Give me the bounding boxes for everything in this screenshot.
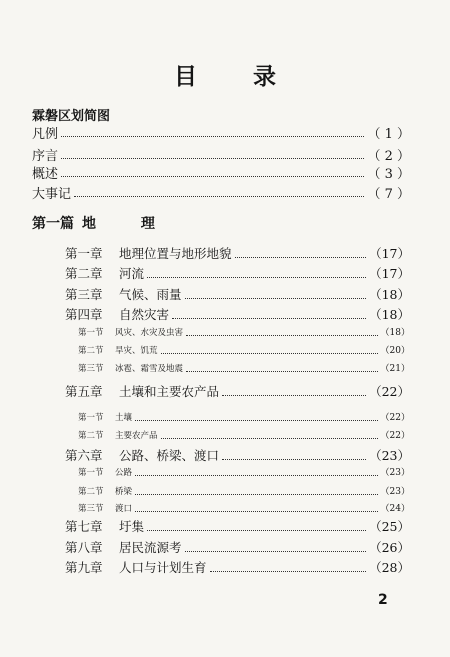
chapter-number: 第一章 — [65, 246, 103, 261]
chapter-number: 第三章 — [65, 287, 103, 302]
chapter-number: 第二章 — [65, 266, 103, 281]
toc-page-ref: （18） — [380, 328, 410, 338]
part-name: 地 理 — [82, 216, 175, 232]
toc-page-ref: （18） — [369, 307, 410, 322]
toc-page-ref: （20） — [380, 346, 410, 356]
chapter-title: 公路、桥梁、渡口 — [119, 448, 220, 463]
toc-label: 凡例 — [32, 127, 59, 142]
chapter-title: 居民流源考 — [119, 540, 182, 555]
part-heading — [32, 213, 175, 233]
toc-page-ref: （22） — [369, 384, 410, 399]
toc-page-ref: （23） — [380, 487, 410, 497]
leader-dots — [74, 196, 364, 197]
toc-chapter[interactable] — [65, 517, 410, 535]
section-number: 第一节 — [78, 467, 104, 478]
toc-front-item[interactable] — [32, 183, 410, 202]
leader-dots — [147, 530, 366, 531]
chapter-number: 第九章 — [65, 560, 103, 575]
chapter-title: 地理位置与地形地貌 — [119, 246, 232, 261]
toc-page-ref: （ 3 ） — [367, 167, 410, 182]
leader-dots — [61, 136, 364, 137]
leader-dots — [186, 371, 378, 372]
toc-chapter[interactable] — [65, 285, 410, 303]
part-number: 第一篇 — [32, 216, 74, 232]
leader-dots — [222, 459, 366, 460]
toc-section[interactable] — [78, 410, 410, 423]
leader-dots — [61, 176, 364, 177]
leader-dots — [185, 551, 367, 552]
toc-page-ref: （24） — [380, 504, 410, 514]
toc-front-item[interactable] — [32, 145, 410, 164]
toc-page-ref: （23） — [369, 448, 410, 463]
leader-dots — [161, 353, 378, 354]
leader-dots — [61, 158, 364, 159]
toc-chapter[interactable] — [65, 538, 410, 556]
toc-chapter[interactable] — [65, 382, 410, 400]
toc-chapter[interactable] — [65, 558, 410, 576]
toc-label: 概述 — [32, 167, 59, 182]
section-title: 桥梁 — [115, 486, 133, 497]
toc-page-ref: （17） — [369, 246, 410, 261]
chapter-number: 第七章 — [65, 519, 103, 534]
section-title: 公路 — [115, 467, 133, 478]
leader-dots — [172, 318, 366, 319]
toc-page-ref: （28） — [369, 560, 410, 575]
section-number: 第三节 — [78, 503, 104, 514]
toc-chapter[interactable] — [65, 305, 410, 323]
leader-dots — [135, 475, 378, 476]
section-title: 旱灾、饥荒 — [115, 345, 158, 356]
toc-page-ref: （17） — [369, 266, 410, 281]
section-title: 风灾、水灾及虫害 — [115, 327, 184, 338]
toc-section[interactable] — [78, 361, 410, 374]
toc-page-ref: （26） — [369, 540, 410, 555]
toc-label: 序言 — [32, 149, 59, 164]
toc-page-ref: （18） — [369, 287, 410, 302]
toc-front-item[interactable] — [32, 163, 410, 182]
section-number: 第二节 — [78, 430, 104, 441]
section-number: 第二节 — [78, 486, 104, 497]
chapter-title: 人口与计划生育 — [119, 560, 207, 575]
chapter-number: 第八章 — [65, 540, 103, 555]
leader-dots — [161, 438, 378, 439]
leader-dots — [135, 494, 378, 495]
leader-dots — [210, 571, 367, 572]
section-title: 主要农产品 — [115, 430, 158, 441]
toc-section[interactable] — [78, 325, 410, 338]
toc-chapter[interactable] — [65, 264, 410, 282]
toc-page-ref: （22） — [380, 431, 410, 441]
chapter-number: 第五章 — [65, 384, 103, 399]
leader-dots — [186, 335, 378, 336]
toc-section[interactable] — [78, 428, 410, 441]
leader-dots — [147, 277, 366, 278]
leader-dots — [135, 420, 378, 421]
toc-front-item[interactable] — [32, 123, 410, 142]
leader-dots — [135, 511, 378, 512]
toc-section[interactable] — [78, 343, 410, 356]
leader-dots — [185, 298, 367, 299]
toc-chapter[interactable] — [65, 446, 410, 464]
toc-section[interactable] — [78, 484, 410, 497]
toc-page-ref: （23） — [380, 468, 410, 478]
toc-page-ref: （ 1 ） — [367, 127, 410, 142]
leader-dots — [222, 395, 366, 396]
chapter-title: 河流 — [119, 266, 145, 281]
chapter-title: 圩集 — [119, 519, 145, 534]
section-title: 土壤 — [115, 412, 133, 423]
toc-page-ref: （ 7 ） — [367, 187, 410, 202]
map-title: 霖磐区划简图 — [32, 109, 111, 124]
toc-page-ref: （25） — [369, 519, 410, 534]
section-number: 第一节 — [78, 327, 104, 338]
section-title: 渡口 — [115, 503, 133, 514]
toc-page-ref: （22） — [380, 413, 410, 423]
toc-chapter[interactable] — [65, 244, 410, 262]
page-title: 目 录 — [173, 64, 300, 90]
toc-section[interactable] — [78, 465, 410, 478]
toc-label: 大事记 — [32, 187, 72, 202]
chapter-title: 气候、雨量 — [119, 287, 182, 302]
chapter-title: 自然灾害 — [119, 307, 170, 322]
toc-page-ref: （ 2 ） — [367, 149, 410, 164]
toc-section[interactable] — [78, 501, 410, 514]
section-number: 第二节 — [78, 345, 104, 356]
section-title: 冰雹、霜雪及地震 — [115, 363, 184, 374]
page-number: 2 — [378, 592, 388, 608]
chapter-title: 土壤和主要农产品 — [119, 384, 220, 399]
toc-page-ref: （21） — [380, 364, 410, 374]
chapter-number: 第四章 — [65, 307, 103, 322]
chapter-number: 第六章 — [65, 448, 103, 463]
section-number: 第三节 — [78, 363, 104, 374]
section-number: 第一节 — [78, 412, 104, 423]
leader-dots — [235, 257, 367, 258]
